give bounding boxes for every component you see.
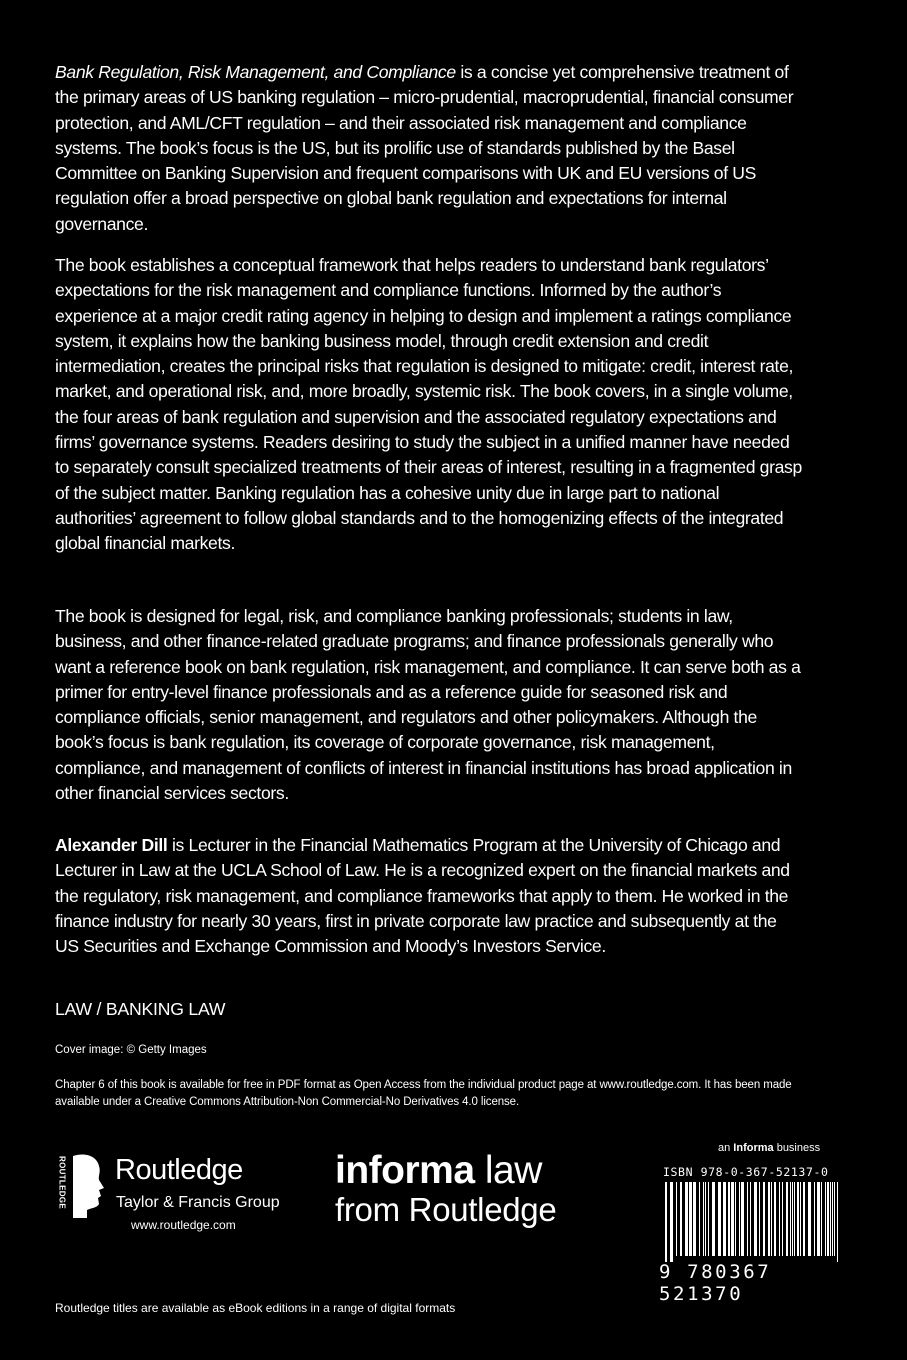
book-title: Bank Regulation, Risk Management, and Compliance [55,62,456,82]
barcode-digits: 9 780367 521370 [659,1261,772,1305]
barcode-bar [771,1182,772,1256]
barcode-bar [739,1182,740,1256]
open-access-note: Chapter 6 of this book is available for free in PDF format as Open Access from the individual product page at www.routledge.com. It has been made available under a Creative Commons Attribution-Non Commercial-No Derivatives 4.0 license. [55,1079,792,1108]
barcode-bar [741,1182,744,1256]
barcode-bar [754,1182,757,1256]
barcode-bar [693,1182,696,1256]
barcode-bar [825,1182,826,1256]
barcode-bar [747,1182,748,1256]
barcode-bar [750,1182,751,1256]
barcode-bar [830,1182,831,1256]
barcode-bar [689,1182,692,1256]
barcode-bar [821,1182,822,1256]
barcode-bar [670,1182,673,1262]
barcode-bar [680,1182,682,1256]
description-paragraph-1 [55,60,803,237]
barcode-bar [837,1182,838,1262]
barcode-bar [786,1182,788,1256]
barcode-bar [703,1182,704,1256]
informa-business-tag: an Informa business [718,1142,821,1154]
barcode-bar [814,1182,815,1256]
routledge-head-icon [71,1152,105,1218]
barcode-bar [728,1182,730,1256]
barcode-bar [759,1182,760,1256]
author-name: Alexander Dill [55,835,168,855]
barcode-bar [699,1182,700,1256]
barcode-bar [685,1182,688,1256]
barcode-bar [782,1182,783,1256]
informa-law-rest: law [474,1149,542,1192]
author-bio-text: is Lecturer in the Financial Mathematics Program at the University of Chicago and Lecturer in Law at the UCLA School of Law. He is a recognized expert on the financial markets and the regulatory, risk management, and compliance frameworks that apply to them. He worked in the finance industry for nearly 30 years, first in private corporate law practice and subsequently at the US Securities and Exchange Commission and Moody’s Investors Service. [55,835,790,957]
routledge-name: Routledge [115,1154,243,1186]
barcode-bar [834,1182,835,1256]
description-paragraph-3: The book is designed for legal, risk, and compliance banking professionals; students in law, business, and other finance-related graduate programs; and finance professionals generally who want a reference book on bank regulation, risk management, and compliance. It can serve both as a primer for entry-level finance professionals and as a reference guide for seasoned risk and compliance officials, senior management, and regulators and other policymakers. Although the book’s focus is bank regulation, its coverage of corporate governance, risk management, compliance, and management of conflicts of interest in financial institutions has broad application in other financial services sectors. [55,606,801,804]
routledge-group: Taylor & Francis Group [116,1194,280,1211]
informa-law-line2: from Routledge [335,1191,557,1228]
barcode-bar [790,1182,791,1256]
barcode-bar [712,1182,715,1256]
barcode-bar [817,1182,820,1256]
isbn-barcode [657,1163,847,1305]
cover-credit: Cover image: © Getty Images [55,1044,207,1056]
routledge-logo [55,1152,345,1242]
barcode-bar [794,1182,795,1256]
author-bio-paragraph [55,833,803,959]
description-paragraph-2: The book establishes a conceptual framework that helps readers to understand bank regulators’ expectations for the risk management and compliance functions. Informed by the author’s experience at a major credit rating agency in helping to design and implement a ratings compliance system, it explains how the banking business model, through credit extension and credit intermediation, creates the principal risks that regulation is designed to mitigate: credit, interest rate, market, and operational risk, and, more broadly, systemic risk. The book covers, in a single volume, the four areas of bank regulation and supervision and the associated regulatory expectations and firms’ governance systems. Readers desiring to study the subject in a unified manner have needed to separately consult specialized treatments of their areas of interest, resulting in a fragmented grasp of the subject matter. Banking regulation has a cohesive unity due in large part to national authorities’ agreement to follow global standards and to the homogenizing effects of the integrated global financial markets. [55,255,802,554]
ebook-note: Routledge titles are available as eBook editions in a range of digital formats [55,1301,456,1315]
barcode-bar [723,1182,726,1256]
barcode-bar [827,1182,829,1256]
barcode-bar [792,1182,793,1256]
barcode-bars [663,1182,843,1262]
barcode-bar [808,1182,811,1256]
description-text-1: is a concise yet comprehensive treatment of the primary areas of US banking regulation – micro-prudential, macroprudential, financial consumer protection, and AML/CFT regulation – and their associated risk management and compliance systems. The book’s focus is the US, but its prolific use of standards published by the Basel Committee on Banking Supervision and frequent comparisons with UK and EU versions of US regulation offer a broad perspective on global bank regulation and expectations for internal governance. [55,62,794,234]
informa-law-logo [335,1151,556,1229]
barcode-bar [708,1182,709,1256]
routledge-url: www.routledge.com [131,1218,236,1232]
barcode-bar [803,1182,805,1256]
barcode-bar [797,1182,799,1256]
informa-law-bold: informa [335,1149,475,1192]
barcode-bar [731,1182,734,1256]
barcode-bar [800,1182,801,1256]
barcode-bar [779,1182,780,1256]
barcode-bar [774,1182,776,1256]
routledge-vertical-wordmark: ROUTLEDGE [57,1156,67,1209]
barcode-bar [718,1182,721,1256]
barcode-bar [832,1182,833,1256]
isbn-label: ISBN 978-0-367-52137-0 [663,1165,829,1179]
barcode-bar [676,1182,677,1256]
barcode-bar [768,1182,770,1256]
subject-category: LAW / BANKING LAW [55,999,226,1019]
barcode-bar [705,1182,706,1256]
barcode-bar [763,1182,765,1256]
barcode-bar [735,1182,736,1256]
barcode-bar [665,1182,667,1262]
